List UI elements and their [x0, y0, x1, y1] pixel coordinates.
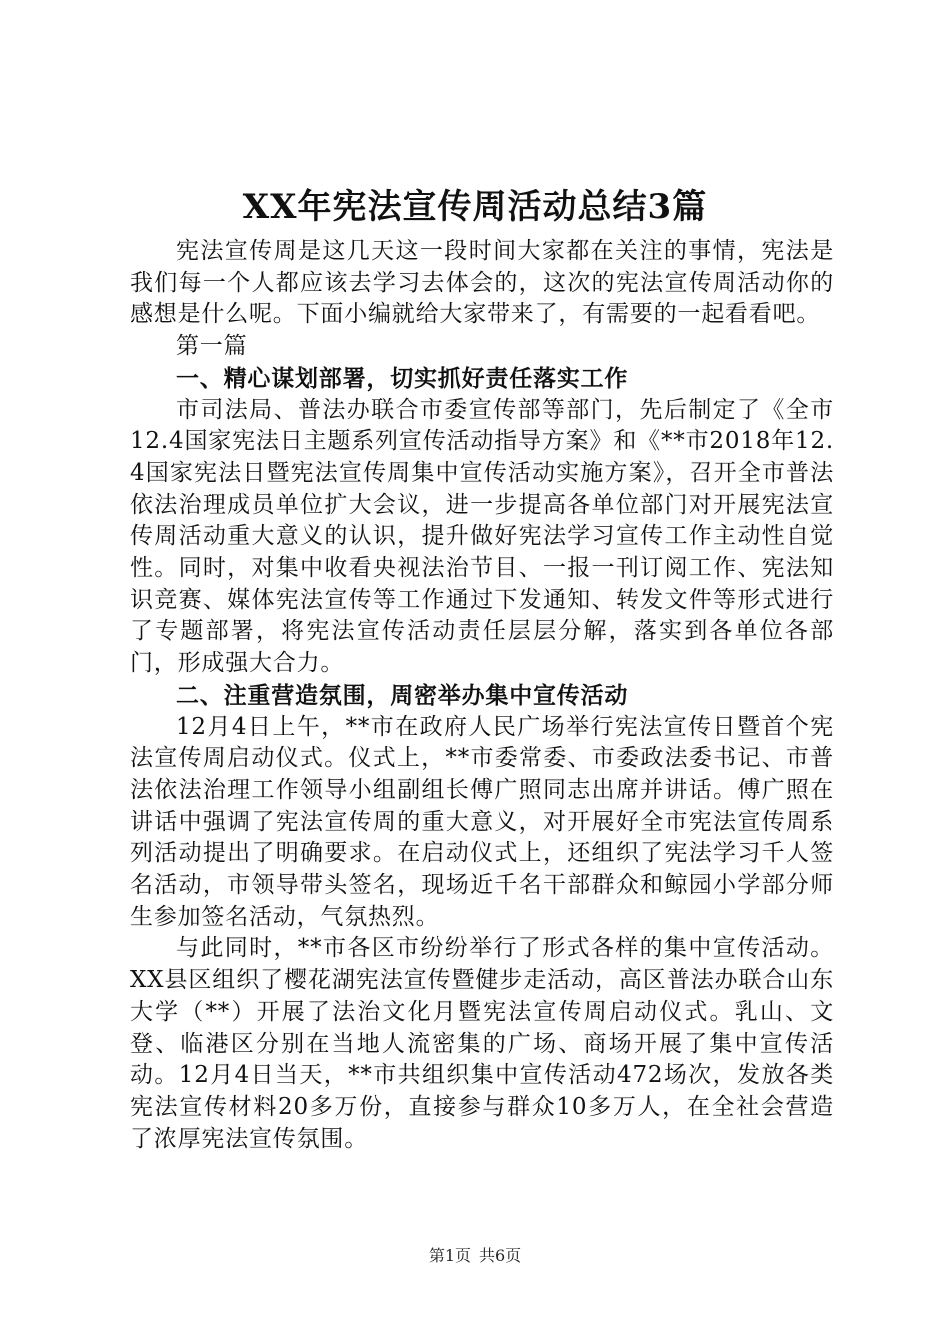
document-body: [130, 236, 834, 1155]
part-label: 第一篇: [176, 333, 248, 360]
section-2-paragraph-1: 12月4日上午，**市在政府人民广场举行宪法宣传日暨首个宪法宣传周启动仪式。仪式上，**市委常委、市委政法委书记、市普法依法治理工作领导小组副组长傅广照同志出席并讲话。傅广照在讲话中强调了宪法宣传周的重大意义，对开展好全市宪法宣传周系列活动提出了明确要求。在启动仪式上，还组织了宪法学习千人签名活动，市领导带头签名，现场近千名干部群众和鲸园小学部分师生参加签名活动，气氛热烈。: [130, 713, 834, 930]
page-number: 第1页: [428, 1246, 471, 1265]
document-title: XX年宪法宣传周活动总结3篇: [242, 187, 708, 227]
section-heading-1: 一、精心谋划部署，切实抓好责任落实工作: [176, 364, 629, 392]
section-heading-2: 二、注重营造氛围，周密举办集中宣传活动: [176, 681, 629, 709]
intro-paragraph: 宪法宣传周是这几天这一段时间大家都在关注的事情，宪法是我们每一个人都应该去学习去体会的，这次的宪法宣传周活动你的感想是什么呢。下面小编就给大家带来了，有需要的一起看看吧。: [130, 238, 834, 328]
page-total: 共6页: [479, 1246, 522, 1265]
section-2-paragraph-2: 与此同时，**市各区市纷纷举行了形式各样的集中宣传活动。XX县区组织了樱花湖宪法宣传暨健步走活动，高区普法办联合山东大学（**）开展了法治文化月暨宪法宣传周启动仪式。乳山、文登、临港区分别在当地人流密集的广场、商场开展了集中宣传活动。12月4日当天，**市共组织集中宣传活动472场次，发放各类宪法宣传材料20多万份，直接参与群众10多万人，在全社会营造了浓厚宪法宣传氛围。: [130, 935, 834, 1152]
page-footer: [0, 1245, 950, 1267]
section-1-paragraph: 市司法局、普法办联合市委宣传部等部门，先后制定了《全市12.4国家宪法日主题系列宣传活动指导方案》和《**市2018年12.4国家宪法日暨宪法宣传周集中宣传活动实施方案》，召开全市普法依法治理成员单位扩大会议，进一步提高各单位部门对开展宪法宣传周活动重大意义的认识，提升做好宪法学习宣传工作主动性自觉性。同时，对集中收看央视法治节目、一报一刊订阅工作、宪法知识竞赛、媒体宪法宣传等工作通过下发通知、转发文件等形式进行了专题部署，将宪法宣传活动责任层层分解，落实到各单位各部门，形成强大合力。: [130, 396, 834, 677]
